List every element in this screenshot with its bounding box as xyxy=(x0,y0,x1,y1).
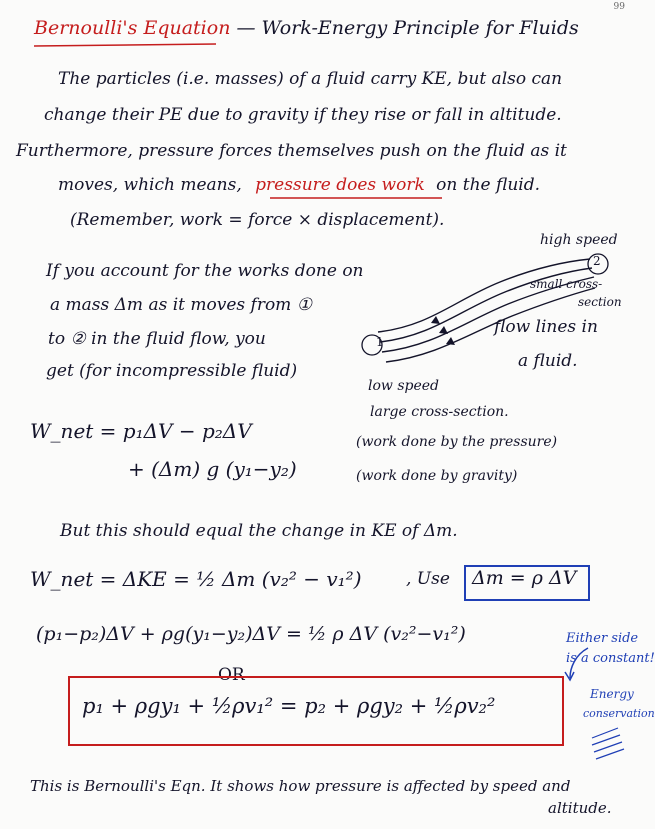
wnet-note-pressure: (work done by the pressure) xyxy=(356,434,558,450)
account-line-3: to ② in the fluid flow, you xyxy=(48,329,266,349)
wnet-note-gravity: (work done by gravity) xyxy=(356,468,518,484)
or-label: OR xyxy=(218,665,245,685)
title-underline xyxy=(34,44,216,46)
ke-equation: W_net = ΔKE = ½ Δm (v₂² − v₁²) xyxy=(30,567,362,591)
wnet-line-2: + (Δm) g (y₁−y₂) xyxy=(128,457,297,481)
intro-line-2: change their PE due to gravity if they rise or fall in altitude. xyxy=(44,105,562,125)
title-main: Bernoulli's Equation xyxy=(34,17,231,39)
title-dash: — xyxy=(230,17,262,39)
energy-hatching xyxy=(592,728,624,759)
high-speed-label: high speed xyxy=(540,232,618,248)
account-line-2: a mass Δm as it moves from ① xyxy=(50,295,312,315)
a-fluid-label: a fluid. xyxy=(518,351,578,371)
use-box-text: Δm = ρ ΔV xyxy=(472,567,577,589)
intro-on-fluid: on the fluid. xyxy=(436,175,540,195)
flow-lines xyxy=(378,259,595,362)
conservation-note: conservation xyxy=(583,707,655,720)
small-cross-label: small cross- xyxy=(530,277,603,291)
bernoulli-equation: p₁ + ρgy₁ + ½ρv₁² = p₂ + ρgy₂ + ½ρv₂² xyxy=(82,694,496,718)
large-cross-label: large cross-section. xyxy=(370,404,509,420)
conclusion-line-1: This is Bernoulli's Eqn. It shows how pressure is affected by speed and xyxy=(30,777,571,795)
wnet-line-1: W_net = p₁ΔV − p₂ΔV xyxy=(30,419,252,443)
expanded-equation: (p₁−p₂)ΔV + ρg(y₁−y₂)ΔV = ½ ρ ΔV (v₂²−v₁²) xyxy=(36,623,466,645)
either-side-note: Either side xyxy=(566,631,639,646)
section-label: section xyxy=(578,295,622,309)
page-number: 99 xyxy=(613,2,625,12)
but-line: But this should equal the change in KE of Δm. xyxy=(60,521,458,541)
intro-moves: moves, which means, xyxy=(58,175,242,195)
title-sub: Work-Energy Principle for Fluids xyxy=(261,17,579,39)
flow-lines-label: flow lines in xyxy=(494,317,598,337)
account-line-1: If you account for the works done on xyxy=(46,261,364,281)
pressure-does-work: pressure does work xyxy=(255,175,425,195)
intro-line-1: The particles (i.e. masses) of a fluid carry KE, but also can xyxy=(58,69,563,89)
point2-label: 2 xyxy=(593,254,601,268)
constant-note: is a constant! xyxy=(566,651,655,666)
intro-line-5: (Remember, work = force × displacement). xyxy=(70,210,445,230)
point1-label: 1 xyxy=(376,335,384,349)
energy-note: Energy xyxy=(590,687,634,701)
use-label: , Use xyxy=(406,569,450,589)
conclusion-line-2: altitude. xyxy=(548,799,612,817)
account-line-4: get (for incompressible fluid) xyxy=(46,361,298,381)
low-speed-label: low speed xyxy=(368,378,440,394)
intro-line-3: Furthermore, pressure forces themselves push on the fluid as it xyxy=(16,141,567,161)
